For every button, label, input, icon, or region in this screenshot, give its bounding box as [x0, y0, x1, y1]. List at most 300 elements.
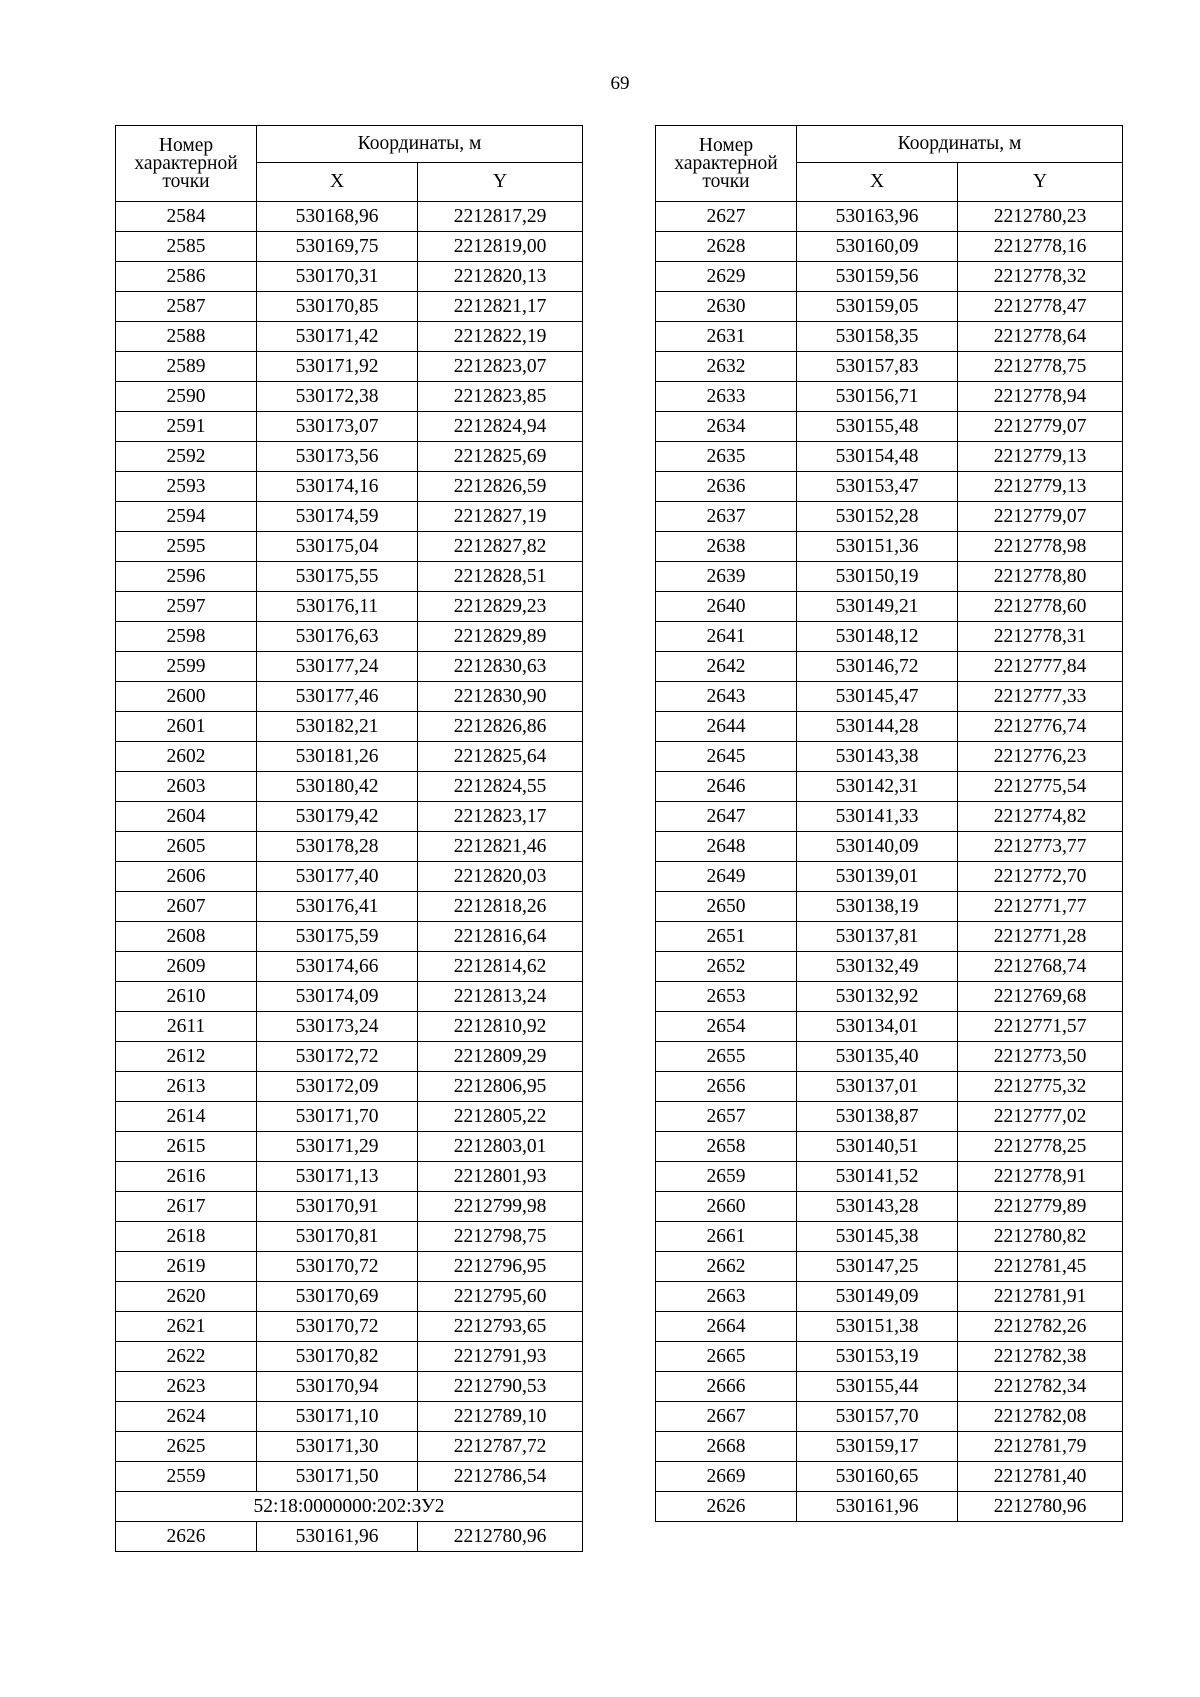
- point-number-cell: 2606: [116, 862, 257, 892]
- table-row: [116, 1402, 583, 1432]
- x-coordinate-cell: 530170,94: [257, 1372, 418, 1402]
- table-row: [116, 1102, 583, 1132]
- y-coordinate-cell: 2212806,95: [418, 1072, 583, 1102]
- x-coordinate-cell: 530173,56: [257, 442, 418, 472]
- point-number-cell: 2598: [116, 622, 257, 652]
- y-coordinate-cell: 2212778,91: [958, 1162, 1123, 1192]
- table-row: [116, 352, 583, 382]
- point-number-cell: 2607: [116, 892, 257, 922]
- point-number-cell: 2610: [116, 982, 257, 1012]
- point-number-cell: 2654: [656, 1012, 797, 1042]
- point-number-cell: 2601: [116, 712, 257, 742]
- x-coordinate-cell: 530173,24: [257, 1012, 418, 1042]
- x-coordinate-cell: 530141,52: [797, 1162, 958, 1192]
- y-coordinate-cell: 2212778,47: [958, 292, 1123, 322]
- point-number-cell: 2664: [656, 1312, 797, 1342]
- y-header: Y: [958, 163, 1123, 202]
- table-row: [656, 1282, 1123, 1312]
- table-row: [656, 322, 1123, 352]
- x-coordinate-cell: 530138,87: [797, 1102, 958, 1132]
- point-number-cell: 2626: [656, 1492, 797, 1522]
- y-coordinate-cell: 2212818,26: [418, 892, 583, 922]
- x-coordinate-cell: 530174,59: [257, 502, 418, 532]
- point-number-cell: 2624: [116, 1402, 257, 1432]
- point-number-cell: 2669: [656, 1462, 797, 1492]
- y-coordinate-cell: 2212782,08: [958, 1402, 1123, 1432]
- x-coordinate-cell: 530171,42: [257, 322, 418, 352]
- x-coordinate-cell: 530174,16: [257, 472, 418, 502]
- table-row: [656, 382, 1123, 412]
- y-coordinate-cell: 2212771,28: [958, 922, 1123, 952]
- y-coordinate-cell: 2212772,70: [958, 862, 1123, 892]
- point-number-cell: 2603: [116, 772, 257, 802]
- x-coordinate-cell: 530171,92: [257, 352, 418, 382]
- point-number-cell: 2641: [656, 622, 797, 652]
- table-row: [116, 1432, 583, 1462]
- table-row: [656, 1222, 1123, 1252]
- table-row: [116, 1252, 583, 1282]
- y-coordinate-cell: 2212825,64: [418, 742, 583, 772]
- point-number-cell: 2559: [116, 1462, 257, 1492]
- x-coordinate-cell: 530140,51: [797, 1132, 958, 1162]
- x-coordinate-cell: 530170,31: [257, 262, 418, 292]
- table-row: [116, 742, 583, 772]
- x-coordinate-cell: 530173,07: [257, 412, 418, 442]
- y-coordinate-cell: 2212825,69: [418, 442, 583, 472]
- point-number-cell: 2608: [116, 922, 257, 952]
- y-coordinate-cell: 2212827,19: [418, 502, 583, 532]
- point-number-cell: 2649: [656, 862, 797, 892]
- point-number-cell: 2615: [116, 1132, 257, 1162]
- x-coordinate-cell: 530147,25: [797, 1252, 958, 1282]
- x-coordinate-cell: 530161,96: [797, 1492, 958, 1522]
- x-coordinate-cell: 530175,04: [257, 532, 418, 562]
- left-table-body: [116, 202, 583, 1552]
- table-row: [116, 232, 583, 262]
- table-row: [656, 802, 1123, 832]
- y-coordinate-cell: 2212779,13: [958, 472, 1123, 502]
- y-coordinate-cell: 2212773,50: [958, 1042, 1123, 1072]
- x-coordinate-cell: 530179,42: [257, 802, 418, 832]
- table-row: [116, 1522, 583, 1552]
- table-row: [116, 652, 583, 682]
- y-coordinate-cell: 2212791,93: [418, 1342, 583, 1372]
- table-row: [116, 712, 583, 742]
- y-coordinate-cell: 2212826,59: [418, 472, 583, 502]
- point-number-cell: 2619: [116, 1252, 257, 1282]
- x-coordinate-cell: 530170,91: [257, 1192, 418, 1222]
- y-coordinate-cell: 2212778,94: [958, 382, 1123, 412]
- table-row: [116, 472, 583, 502]
- y-coordinate-cell: 2212781,45: [958, 1252, 1123, 1282]
- table-row: [116, 922, 583, 952]
- point-number-cell: 2605: [116, 832, 257, 862]
- point-number-cell: 2600: [116, 682, 257, 712]
- table-row: [656, 232, 1123, 262]
- point-number-cell: 2626: [116, 1522, 257, 1552]
- x-coordinate-cell: 530177,40: [257, 862, 418, 892]
- table-row: [656, 1072, 1123, 1102]
- x-coordinate-cell: 530137,01: [797, 1072, 958, 1102]
- point-number-cell: 2614: [116, 1102, 257, 1132]
- x-coordinate-cell: 530153,47: [797, 472, 958, 502]
- point-number-cell: 2585: [116, 232, 257, 262]
- point-number-cell: 2660: [656, 1192, 797, 1222]
- y-coordinate-cell: 2212779,07: [958, 412, 1123, 442]
- x-coordinate-cell: 530144,28: [797, 712, 958, 742]
- table-row: [656, 772, 1123, 802]
- x-coordinate-cell: 530172,72: [257, 1042, 418, 1072]
- y-coordinate-cell: 2212778,32: [958, 262, 1123, 292]
- x-coordinate-cell: 530170,72: [257, 1252, 418, 1282]
- x-coordinate-cell: 530145,38: [797, 1222, 958, 1252]
- x-coordinate-cell: 530142,31: [797, 772, 958, 802]
- point-number-cell: 2662: [656, 1252, 797, 1282]
- table-row: [116, 892, 583, 922]
- y-coordinate-cell: 2212795,60: [418, 1282, 583, 1312]
- table-row: [656, 832, 1123, 862]
- y-coordinate-cell: 2212820,13: [418, 262, 583, 292]
- point-number-cell: 2616: [116, 1162, 257, 1192]
- x-coordinate-cell: 530177,24: [257, 652, 418, 682]
- x-coordinate-cell: 530158,35: [797, 322, 958, 352]
- point-number-cell: 2594: [116, 502, 257, 532]
- point-number-cell: 2635: [656, 442, 797, 472]
- table-row: [656, 1042, 1123, 1072]
- point-number-cell: 2667: [656, 1402, 797, 1432]
- point-number-cell: 2604: [116, 802, 257, 832]
- y-coordinate-cell: 2212779,89: [958, 1192, 1123, 1222]
- x-coordinate-cell: 530175,59: [257, 922, 418, 952]
- table-row: [116, 592, 583, 622]
- table-row: [116, 292, 583, 322]
- point-number-cell: 2632: [656, 352, 797, 382]
- y-coordinate-cell: 2212778,75: [958, 352, 1123, 382]
- y-coordinate-cell: 2212780,96: [418, 1522, 583, 1552]
- y-coordinate-cell: 2212771,57: [958, 1012, 1123, 1042]
- point-number-cell: 2620: [116, 1282, 257, 1312]
- x-coordinate-cell: 530171,10: [257, 1402, 418, 1432]
- point-number-cell: 2653: [656, 982, 797, 1012]
- x-coordinate-cell: 530132,49: [797, 952, 958, 982]
- y-coordinate-cell: 2212799,98: [418, 1192, 583, 1222]
- y-coordinate-cell: 2212778,16: [958, 232, 1123, 262]
- x-coordinate-cell: 530157,83: [797, 352, 958, 382]
- table-row: [116, 1012, 583, 1042]
- point-number-cell: 2599: [116, 652, 257, 682]
- y-coordinate-cell: 2212820,03: [418, 862, 583, 892]
- point-number-cell: 2657: [656, 1102, 797, 1132]
- table-row: [656, 952, 1123, 982]
- x-coordinate-cell: 530152,28: [797, 502, 958, 532]
- x-coordinate-cell: 530174,66: [257, 952, 418, 982]
- x-coordinate-cell: 530146,72: [797, 652, 958, 682]
- point-number-cell: 2625: [116, 1432, 257, 1462]
- y-coordinate-cell: 2212782,38: [958, 1342, 1123, 1372]
- point-number-cell: 2589: [116, 352, 257, 382]
- x-coordinate-cell: 530143,38: [797, 742, 958, 772]
- x-coordinate-cell: 530160,65: [797, 1462, 958, 1492]
- y-coordinate-cell: 2212780,82: [958, 1222, 1123, 1252]
- table-row: [656, 652, 1123, 682]
- table-row: [116, 502, 583, 532]
- point-number-cell: 2630: [656, 292, 797, 322]
- table-row: [116, 1462, 583, 1492]
- y-coordinate-cell: 2212781,91: [958, 1282, 1123, 1312]
- x-coordinate-cell: 530141,33: [797, 802, 958, 832]
- table-row: [656, 262, 1123, 292]
- x-coordinate-cell: 530175,55: [257, 562, 418, 592]
- point-number-cell: 2633: [656, 382, 797, 412]
- point-number-cell: 2643: [656, 682, 797, 712]
- point-number-cell: 2646: [656, 772, 797, 802]
- coordinates-table-left: [115, 125, 583, 1552]
- x-coordinate-cell: 530137,81: [797, 922, 958, 952]
- point-number-cell: 2588: [116, 322, 257, 352]
- point-number-cell: 2631: [656, 322, 797, 352]
- point-number-cell: 2663: [656, 1282, 797, 1312]
- table-row: [116, 862, 583, 892]
- point-number-cell: 2665: [656, 1342, 797, 1372]
- table-row: [656, 1252, 1123, 1282]
- x-coordinate-cell: 530148,12: [797, 622, 958, 652]
- point-number-cell: 2655: [656, 1042, 797, 1072]
- x-header: X: [257, 163, 418, 202]
- y-header: Y: [418, 163, 583, 202]
- table-row: [656, 472, 1123, 502]
- y-coordinate-cell: 2212823,17: [418, 802, 583, 832]
- point-number-cell: 2597: [116, 592, 257, 622]
- x-coordinate-cell: 530160,09: [797, 232, 958, 262]
- table-row: [656, 1402, 1123, 1432]
- x-coordinate-cell: 530140,09: [797, 832, 958, 862]
- y-coordinate-cell: 2212778,98: [958, 532, 1123, 562]
- point-number-cell: 2622: [116, 1342, 257, 1372]
- point-number-cell: 2612: [116, 1042, 257, 1072]
- point-number-cell: 2609: [116, 952, 257, 982]
- x-coordinate-cell: 530153,19: [797, 1342, 958, 1372]
- point-number-cell: 2628: [656, 232, 797, 262]
- x-coordinate-cell: 530177,46: [257, 682, 418, 712]
- y-coordinate-cell: 2212789,10: [418, 1402, 583, 1432]
- table-row: [116, 1132, 583, 1162]
- x-coordinate-cell: 530145,47: [797, 682, 958, 712]
- x-header: X: [797, 163, 958, 202]
- y-coordinate-cell: 2212768,74: [958, 952, 1123, 982]
- point-number-cell: 2642: [656, 652, 797, 682]
- point-number-cell: 2658: [656, 1132, 797, 1162]
- x-coordinate-cell: 530159,56: [797, 262, 958, 292]
- x-coordinate-cell: 530171,13: [257, 1162, 418, 1192]
- table-row: [116, 952, 583, 982]
- point-number-cell: 2652: [656, 952, 797, 982]
- table-row: [656, 562, 1123, 592]
- point-number-cell: 2647: [656, 802, 797, 832]
- x-coordinate-cell: 530172,38: [257, 382, 418, 412]
- y-coordinate-cell: 2212776,74: [958, 712, 1123, 742]
- y-coordinate-cell: 2212771,77: [958, 892, 1123, 922]
- table-row: [656, 712, 1123, 742]
- y-coordinate-cell: 2212778,60: [958, 592, 1123, 622]
- table-row: [116, 1222, 583, 1252]
- y-coordinate-cell: 2212777,84: [958, 652, 1123, 682]
- table-row: [116, 802, 583, 832]
- table-row: [656, 892, 1123, 922]
- table-row: [656, 1102, 1123, 1132]
- y-coordinate-cell: 2212775,54: [958, 772, 1123, 802]
- table-row: [116, 532, 583, 562]
- table-row: [656, 682, 1123, 712]
- y-coordinate-cell: 2212824,94: [418, 412, 583, 442]
- table-row: [116, 622, 583, 652]
- y-coordinate-cell: 2212813,24: [418, 982, 583, 1012]
- y-coordinate-cell: 2212827,82: [418, 532, 583, 562]
- table-row: [656, 1372, 1123, 1402]
- coordinates-table-right: [655, 125, 1123, 1522]
- table-row: [656, 982, 1123, 1012]
- table-row: [656, 1162, 1123, 1192]
- x-coordinate-cell: 530170,82: [257, 1342, 418, 1372]
- point-number-cell: 2595: [116, 532, 257, 562]
- y-coordinate-cell: 2212803,01: [418, 1132, 583, 1162]
- table-row: [656, 1012, 1123, 1042]
- table-row: [656, 1462, 1123, 1492]
- point-number-cell: 2634: [656, 412, 797, 442]
- table-row: [656, 502, 1123, 532]
- y-coordinate-cell: 2212774,82: [958, 802, 1123, 832]
- y-coordinate-cell: 2212810,92: [418, 1012, 583, 1042]
- x-coordinate-cell: 530157,70: [797, 1402, 958, 1432]
- point-number-cell: 2650: [656, 892, 797, 922]
- point-number-cell: 2617: [116, 1192, 257, 1222]
- y-coordinate-cell: 2212782,34: [958, 1372, 1123, 1402]
- x-coordinate-cell: 530139,01: [797, 862, 958, 892]
- table-row: [656, 1432, 1123, 1462]
- y-coordinate-cell: 2212798,75: [418, 1222, 583, 1252]
- y-coordinate-cell: 2212823,07: [418, 352, 583, 382]
- y-coordinate-cell: 2212782,26: [958, 1312, 1123, 1342]
- x-coordinate-cell: 530155,48: [797, 412, 958, 442]
- y-coordinate-cell: 2212814,62: [418, 952, 583, 982]
- point-number-cell: 2668: [656, 1432, 797, 1462]
- table-row: [116, 412, 583, 442]
- y-coordinate-cell: 2212822,19: [418, 322, 583, 352]
- x-coordinate-cell: 530171,29: [257, 1132, 418, 1162]
- point-number-cell: 2590: [116, 382, 257, 412]
- point-number-cell: 2613: [116, 1072, 257, 1102]
- point-number-cell: 2640: [656, 592, 797, 622]
- y-coordinate-cell: 2212775,32: [958, 1072, 1123, 1102]
- table-row: [116, 262, 583, 292]
- point-number-cell: 2611: [116, 1012, 257, 1042]
- point-number-cell: 2644: [656, 712, 797, 742]
- point-number-cell: 2618: [116, 1222, 257, 1252]
- section-row: [116, 1492, 583, 1522]
- table-row: [116, 982, 583, 1012]
- table-row: [656, 442, 1123, 472]
- point-number-cell: 2602: [116, 742, 257, 772]
- table-row: [656, 1132, 1123, 1162]
- y-coordinate-cell: 2212819,00: [418, 232, 583, 262]
- x-coordinate-cell: 530171,50: [257, 1462, 418, 1492]
- table-row: [116, 1282, 583, 1312]
- table-row: [656, 592, 1123, 622]
- point-number-cell: 2593: [116, 472, 257, 502]
- point-number-cell: 2592: [116, 442, 257, 472]
- table-row: [656, 292, 1123, 322]
- y-coordinate-cell: 2212777,02: [958, 1102, 1123, 1132]
- point-number-cell: 2645: [656, 742, 797, 772]
- y-coordinate-cell: 2212779,13: [958, 442, 1123, 472]
- table-row: [656, 1312, 1123, 1342]
- y-coordinate-cell: 2212823,85: [418, 382, 583, 412]
- y-coordinate-cell: 2212778,31: [958, 622, 1123, 652]
- table-row: [656, 1342, 1123, 1372]
- table-row: [116, 442, 583, 472]
- point-number-cell: 2587: [116, 292, 257, 322]
- y-coordinate-cell: 2212786,54: [418, 1462, 583, 1492]
- x-coordinate-cell: 530170,69: [257, 1282, 418, 1312]
- table-row: [116, 562, 583, 592]
- x-coordinate-cell: 530161,96: [257, 1522, 418, 1552]
- table-row: [116, 682, 583, 712]
- x-coordinate-cell: 530163,96: [797, 202, 958, 232]
- table-row: [656, 862, 1123, 892]
- x-coordinate-cell: 530154,48: [797, 442, 958, 472]
- point-number-cell: 2623: [116, 1372, 257, 1402]
- y-coordinate-cell: 2212793,65: [418, 1312, 583, 1342]
- x-coordinate-cell: 530159,17: [797, 1432, 958, 1462]
- table-row: [116, 382, 583, 412]
- y-coordinate-cell: 2212790,53: [418, 1372, 583, 1402]
- point-number-cell: 2639: [656, 562, 797, 592]
- point-number-cell: 2656: [656, 1072, 797, 1102]
- point-number-cell: 2621: [116, 1312, 257, 1342]
- y-coordinate-cell: 2212824,55: [418, 772, 583, 802]
- y-coordinate-cell: 2212829,89: [418, 622, 583, 652]
- y-coordinate-cell: 2212809,29: [418, 1042, 583, 1072]
- y-coordinate-cell: 2212830,63: [418, 652, 583, 682]
- point-number-cell: 2636: [656, 472, 797, 502]
- point-number-cell: 2591: [116, 412, 257, 442]
- point-number-cell: 2651: [656, 922, 797, 952]
- y-coordinate-cell: 2212821,17: [418, 292, 583, 322]
- x-coordinate-cell: 530155,44: [797, 1372, 958, 1402]
- coordinates-header: Координаты, м: [797, 126, 1123, 163]
- x-coordinate-cell: 530134,01: [797, 1012, 958, 1042]
- table-row: [116, 1342, 583, 1372]
- y-coordinate-cell: 2212816,64: [418, 922, 583, 952]
- y-coordinate-cell: 2212776,23: [958, 742, 1123, 772]
- x-coordinate-cell: 530180,42: [257, 772, 418, 802]
- table-row: [116, 832, 583, 862]
- table-row: [116, 1072, 583, 1102]
- x-coordinate-cell: 530135,40: [797, 1042, 958, 1072]
- table-row: [656, 202, 1123, 232]
- point-number-cell: 2648: [656, 832, 797, 862]
- point-number-cell: 2596: [116, 562, 257, 592]
- point-number-cell: 2586: [116, 262, 257, 292]
- coordinates-header: Координаты, м: [257, 126, 583, 163]
- point-number-cell: 2584: [116, 202, 257, 232]
- x-coordinate-cell: 530182,21: [257, 712, 418, 742]
- x-coordinate-cell: 530149,09: [797, 1282, 958, 1312]
- y-coordinate-cell: 2212787,72: [418, 1432, 583, 1462]
- y-coordinate-cell: 2212781,40: [958, 1462, 1123, 1492]
- x-coordinate-cell: 530176,41: [257, 892, 418, 922]
- table-row: [656, 352, 1123, 382]
- point-number-cell: 2659: [656, 1162, 797, 1192]
